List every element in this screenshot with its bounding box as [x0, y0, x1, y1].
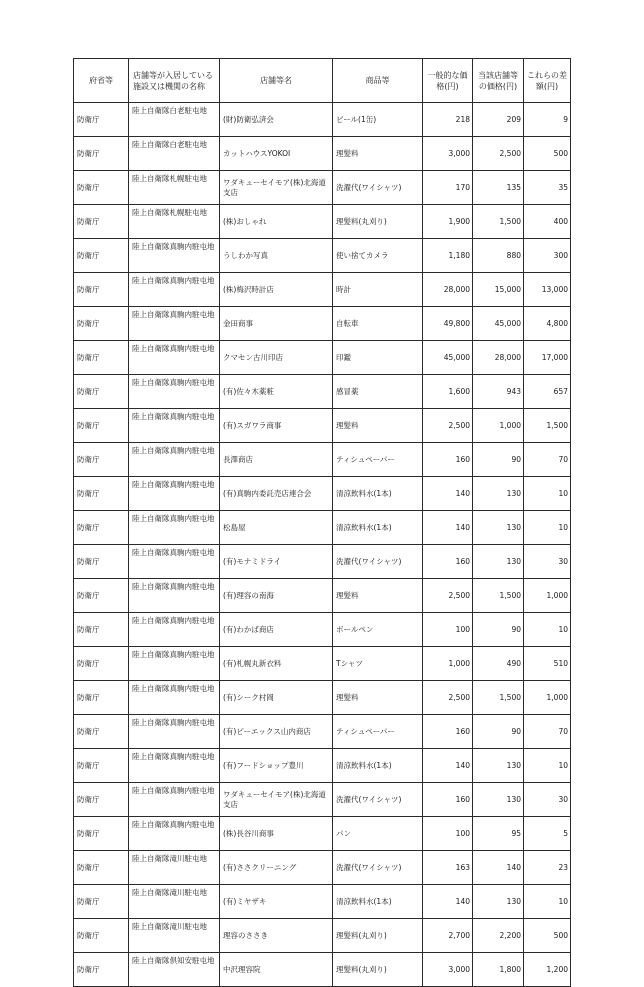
general-price-cell: 160 — [423, 715, 473, 749]
item-cell: ティシュペーパー — [333, 715, 423, 749]
facility-cell: 陸上自衛隊真駒内駐屯地 — [129, 613, 220, 647]
office-cell: 防衛庁 — [74, 647, 129, 681]
difference-cell: 10 — [524, 885, 571, 919]
table-row — [74, 715, 571, 749]
store-price-cell: 880 — [473, 239, 524, 273]
general-price-cell: 45,000 — [423, 341, 473, 375]
item-cell: 感冒薬 — [333, 375, 423, 409]
general-price-cell: 140 — [423, 477, 473, 511]
difference-cell: 4,800 — [524, 307, 571, 341]
general-price-cell: 1,900 — [423, 205, 473, 239]
item-cell: 印鑑 — [333, 341, 423, 375]
general-price-cell: 140 — [423, 885, 473, 919]
header-office: 府省等 — [74, 59, 129, 103]
office-cell: 防衛庁 — [74, 851, 129, 885]
item-cell: 洗濯代(ワイシャツ) — [333, 545, 423, 579]
general-price-cell: 2,700 — [423, 919, 473, 953]
table-row — [74, 613, 571, 647]
item-cell: 洗濯代(ワイシャツ) — [333, 783, 423, 817]
office-cell: 防衛庁 — [74, 137, 129, 171]
table-row — [74, 137, 571, 171]
general-price-cell: 49,800 — [423, 307, 473, 341]
store-cell: (有)真駒内委託売店連合会 — [220, 477, 333, 511]
office-cell: 防衛庁 — [74, 409, 129, 443]
table-row — [74, 749, 571, 783]
general-price-cell: 2,500 — [423, 681, 473, 715]
store-cell: (有)シーク村岡 — [220, 681, 333, 715]
office-cell: 防衛庁 — [74, 477, 129, 511]
item-cell: 自転車 — [333, 307, 423, 341]
difference-cell: 300 — [524, 239, 571, 273]
difference-cell: 657 — [524, 375, 571, 409]
store-cell: カットハウスYOKOI — [220, 137, 333, 171]
store-price-cell: 130 — [473, 783, 524, 817]
header-difference: これらの差額(円) — [524, 59, 571, 103]
table-row — [74, 511, 571, 545]
general-price-cell: 100 — [423, 613, 473, 647]
table-row — [74, 885, 571, 919]
office-cell: 防衛庁 — [74, 171, 129, 205]
item-cell: 時計 — [333, 273, 423, 307]
store-cell: (有)ささクリーニング — [220, 851, 333, 885]
general-price-cell: 140 — [423, 749, 473, 783]
store-price-cell: 130 — [473, 545, 524, 579]
table-row — [74, 307, 571, 341]
facility-cell: 陸上自衛隊白老駐屯地 — [129, 137, 220, 171]
store-price-cell: 130 — [473, 511, 524, 545]
facility-cell: 陸上自衛隊真駒内駐屯地 — [129, 341, 220, 375]
store-cell: クマセン古川印店 — [220, 341, 333, 375]
general-price-cell: 100 — [423, 817, 473, 851]
store-price-cell: 45,000 — [473, 307, 524, 341]
item-cell: 理髪料(丸刈り) — [333, 953, 423, 987]
facility-cell: 陸上自衛隊札幌駐屯地 — [129, 205, 220, 239]
office-cell: 防衛庁 — [74, 817, 129, 851]
facility-cell: 陸上自衛隊真駒内駐屯地 — [129, 817, 220, 851]
header-facility: 店舗等が入居している施設又は機関の名称 — [129, 59, 220, 103]
difference-cell: 30 — [524, 545, 571, 579]
difference-cell: 17,000 — [524, 341, 571, 375]
general-price-cell: 1,180 — [423, 239, 473, 273]
table-row — [74, 273, 571, 307]
office-cell: 防衛庁 — [74, 885, 129, 919]
table-row — [74, 953, 571, 987]
facility-cell: 陸上自衛隊真駒内駐屯地 — [129, 239, 220, 273]
facility-cell: 陸上自衛隊真駒内駐屯地 — [129, 579, 220, 613]
table-row — [74, 817, 571, 851]
table-row — [74, 239, 571, 273]
general-price-cell: 1,600 — [423, 375, 473, 409]
store-cell: (有)ミヤザキ — [220, 885, 333, 919]
table-row — [74, 375, 571, 409]
general-price-cell: 160 — [423, 783, 473, 817]
table-row — [74, 681, 571, 715]
facility-cell: 陸上自衛隊真駒内駐屯地 — [129, 409, 220, 443]
item-cell: 理髪料(丸刈り) — [333, 205, 423, 239]
table-row — [74, 205, 571, 239]
facility-cell: 陸上自衛隊真駒内駐屯地 — [129, 647, 220, 681]
general-price-cell: 218 — [423, 103, 473, 137]
facility-cell: 陸上自衛隊滝川駐屯地 — [129, 851, 220, 885]
store-cell: (財)防衛弘済会 — [220, 103, 333, 137]
facility-cell: 陸上自衛隊札幌駐屯地 — [129, 171, 220, 205]
store-price-cell: 95 — [473, 817, 524, 851]
store-price-cell: 90 — [473, 715, 524, 749]
table-header — [74, 59, 571, 103]
store-price-cell: 140 — [473, 851, 524, 885]
store-price-cell: 130 — [473, 477, 524, 511]
office-cell: 防衛庁 — [74, 443, 129, 477]
item-cell: ボールペン — [333, 613, 423, 647]
facility-cell: 陸上自衛隊真駒内駐屯地 — [129, 715, 220, 749]
store-price-cell: 1,000 — [473, 409, 524, 443]
office-cell: 防衛庁 — [74, 783, 129, 817]
facility-cell: 陸上自衛隊真駒内駐屯地 — [129, 375, 220, 409]
general-price-cell: 1,000 — [423, 647, 473, 681]
difference-cell: 5 — [524, 817, 571, 851]
difference-cell: 70 — [524, 715, 571, 749]
store-price-cell: 1,800 — [473, 953, 524, 987]
store-price-cell: 2,200 — [473, 919, 524, 953]
difference-cell: 23 — [524, 851, 571, 885]
office-cell: 防衛庁 — [74, 715, 129, 749]
store-price-cell: 28,000 — [473, 341, 524, 375]
store-cell: (有)モナミドライ — [220, 545, 333, 579]
table-row — [74, 443, 571, 477]
facility-cell: 陸上自衛隊白老駐屯地 — [129, 103, 220, 137]
item-cell: 理髪料(丸刈り) — [333, 919, 423, 953]
facility-cell: 陸上自衛隊真駒内駐屯地 — [129, 477, 220, 511]
table-row — [74, 545, 571, 579]
store-price-cell: 490 — [473, 647, 524, 681]
item-cell: ティシュペーパー — [333, 443, 423, 477]
store-price-cell: 2,500 — [473, 137, 524, 171]
store-cell: (有)札幌丸新衣料 — [220, 647, 333, 681]
store-price-cell: 209 — [473, 103, 524, 137]
difference-cell: 30 — [524, 783, 571, 817]
store-price-cell: 1,500 — [473, 205, 524, 239]
facility-cell: 陸上自衛隊滝川駐屯地 — [129, 885, 220, 919]
item-cell: 理髪料 — [333, 579, 423, 613]
office-cell: 防衛庁 — [74, 205, 129, 239]
facility-cell: 陸上自衛隊真駒内駐屯地 — [129, 307, 220, 341]
store-cell: (有)佐々木薬粧 — [220, 375, 333, 409]
store-cell: (株)長谷川商事 — [220, 817, 333, 851]
office-cell: 防衛庁 — [74, 545, 129, 579]
facility-cell: 陸上自衛隊倶知安駐屯地 — [129, 953, 220, 987]
header-general-price: 一般的な価格(円) — [423, 59, 473, 103]
table-row — [74, 409, 571, 443]
store-cell: ワダキューセイモア(株)北海道支店 — [220, 171, 333, 205]
item-cell: ビール(1缶) — [333, 103, 423, 137]
table-row — [74, 647, 571, 681]
office-cell: 防衛庁 — [74, 681, 129, 715]
store-price-cell: 1,500 — [473, 579, 524, 613]
store-cell: 理容のささき — [220, 919, 333, 953]
store-cell: (株)梅沢時計店 — [220, 273, 333, 307]
item-cell: 理髪料 — [333, 409, 423, 443]
item-cell: 理髪料 — [333, 681, 423, 715]
item-cell: 理髪料 — [333, 137, 423, 171]
office-cell: 防衛庁 — [74, 375, 129, 409]
store-cell: うしわか写真 — [220, 239, 333, 273]
general-price-cell: 28,000 — [423, 273, 473, 307]
table-row — [74, 851, 571, 885]
table-row — [74, 341, 571, 375]
store-cell: 松島屋 — [220, 511, 333, 545]
office-cell: 防衛庁 — [74, 273, 129, 307]
store-cell: (有)スガワラ商事 — [220, 409, 333, 443]
store-cell: (有)わかば商店 — [220, 613, 333, 647]
difference-cell: 510 — [524, 647, 571, 681]
office-cell: 防衛庁 — [74, 307, 129, 341]
general-price-cell: 160 — [423, 545, 473, 579]
store-price-cell: 90 — [473, 443, 524, 477]
item-cell: 清涼飲料水(1本) — [333, 885, 423, 919]
item-cell: 清涼飲料水(1本) — [333, 511, 423, 545]
table-row — [74, 783, 571, 817]
office-cell: 防衛庁 — [74, 953, 129, 987]
difference-cell: 500 — [524, 919, 571, 953]
header-store: 店舗等名 — [220, 59, 333, 103]
item-cell: 清涼飲料水(1本) — [333, 477, 423, 511]
office-cell: 防衛庁 — [74, 511, 129, 545]
facility-cell: 陸上自衛隊真駒内駐屯地 — [129, 545, 220, 579]
item-cell: パン — [333, 817, 423, 851]
difference-cell: 10 — [524, 749, 571, 783]
difference-cell: 1,000 — [524, 681, 571, 715]
item-cell: 使い捨てカメラ — [333, 239, 423, 273]
difference-cell: 10 — [524, 511, 571, 545]
difference-cell: 1,500 — [524, 409, 571, 443]
item-cell: 洗濯代(ワイシャツ) — [333, 171, 423, 205]
header-store-price: 当該店舗等の価格(円) — [473, 59, 524, 103]
general-price-cell: 3,000 — [423, 953, 473, 987]
office-cell: 防衛庁 — [74, 239, 129, 273]
office-cell: 防衛庁 — [74, 919, 129, 953]
general-price-cell: 163 — [423, 851, 473, 885]
facility-cell: 陸上自衛隊滝川駐屯地 — [129, 919, 220, 953]
difference-cell: 10 — [524, 613, 571, 647]
office-cell: 防衛庁 — [74, 341, 129, 375]
difference-cell: 500 — [524, 137, 571, 171]
item-cell: 清涼飲料水(1本) — [333, 749, 423, 783]
store-cell: (有)ピーエックス山内商店 — [220, 715, 333, 749]
store-cell: 長澤商店 — [220, 443, 333, 477]
general-price-cell: 3,000 — [423, 137, 473, 171]
general-price-cell: 140 — [423, 511, 473, 545]
office-cell: 防衛庁 — [74, 579, 129, 613]
difference-cell: 400 — [524, 205, 571, 239]
general-price-cell: 2,500 — [423, 579, 473, 613]
difference-cell: 13,000 — [524, 273, 571, 307]
table-row — [74, 477, 571, 511]
office-cell: 防衛庁 — [74, 749, 129, 783]
store-price-cell: 90 — [473, 613, 524, 647]
store-price-cell: 943 — [473, 375, 524, 409]
table-body — [74, 103, 571, 987]
difference-cell: 1,000 — [524, 579, 571, 613]
facility-cell: 陸上自衛隊真駒内駐屯地 — [129, 783, 220, 817]
store-cell: 中沢理容院 — [220, 953, 333, 987]
store-cell: 金田商事 — [220, 307, 333, 341]
facility-cell: 陸上自衛隊真駒内駐屯地 — [129, 749, 220, 783]
table-row — [74, 103, 571, 137]
office-cell: 防衛庁 — [74, 613, 129, 647]
facility-cell: 陸上自衛隊真駒内駐屯地 — [129, 511, 220, 545]
header-item: 商品等 — [333, 59, 423, 103]
store-price-cell: 135 — [473, 171, 524, 205]
store-cell: (有)理容の南海 — [220, 579, 333, 613]
price-comparison-table — [73, 58, 571, 987]
difference-cell: 70 — [524, 443, 571, 477]
general-price-cell: 160 — [423, 443, 473, 477]
facility-cell: 陸上自衛隊真駒内駐屯地 — [129, 273, 220, 307]
store-price-cell: 1,500 — [473, 681, 524, 715]
store-cell: (株)おしゃれ — [220, 205, 333, 239]
item-cell: 洗濯代(ワイシャツ) — [333, 851, 423, 885]
office-cell: 防衛庁 — [74, 103, 129, 137]
difference-cell: 10 — [524, 477, 571, 511]
store-price-cell: 15,000 — [473, 273, 524, 307]
difference-cell: 1,200 — [524, 953, 571, 987]
facility-cell: 陸上自衛隊真駒内駐屯地 — [129, 443, 220, 477]
facility-cell: 陸上自衛隊真駒内駐屯地 — [129, 681, 220, 715]
general-price-cell: 2,500 — [423, 409, 473, 443]
table-row — [74, 919, 571, 953]
table-row — [74, 171, 571, 205]
difference-cell: 9 — [524, 103, 571, 137]
store-cell: (有)フードショップ豊川 — [220, 749, 333, 783]
store-price-cell: 130 — [473, 749, 524, 783]
store-cell: ワダキューセイモア(株)北海道支店 — [220, 783, 333, 817]
difference-cell: 35 — [524, 171, 571, 205]
store-price-cell: 130 — [473, 885, 524, 919]
general-price-cell: 170 — [423, 171, 473, 205]
header-row — [74, 59, 571, 103]
item-cell: Tシャツ — [333, 647, 423, 681]
table-row — [74, 579, 571, 613]
